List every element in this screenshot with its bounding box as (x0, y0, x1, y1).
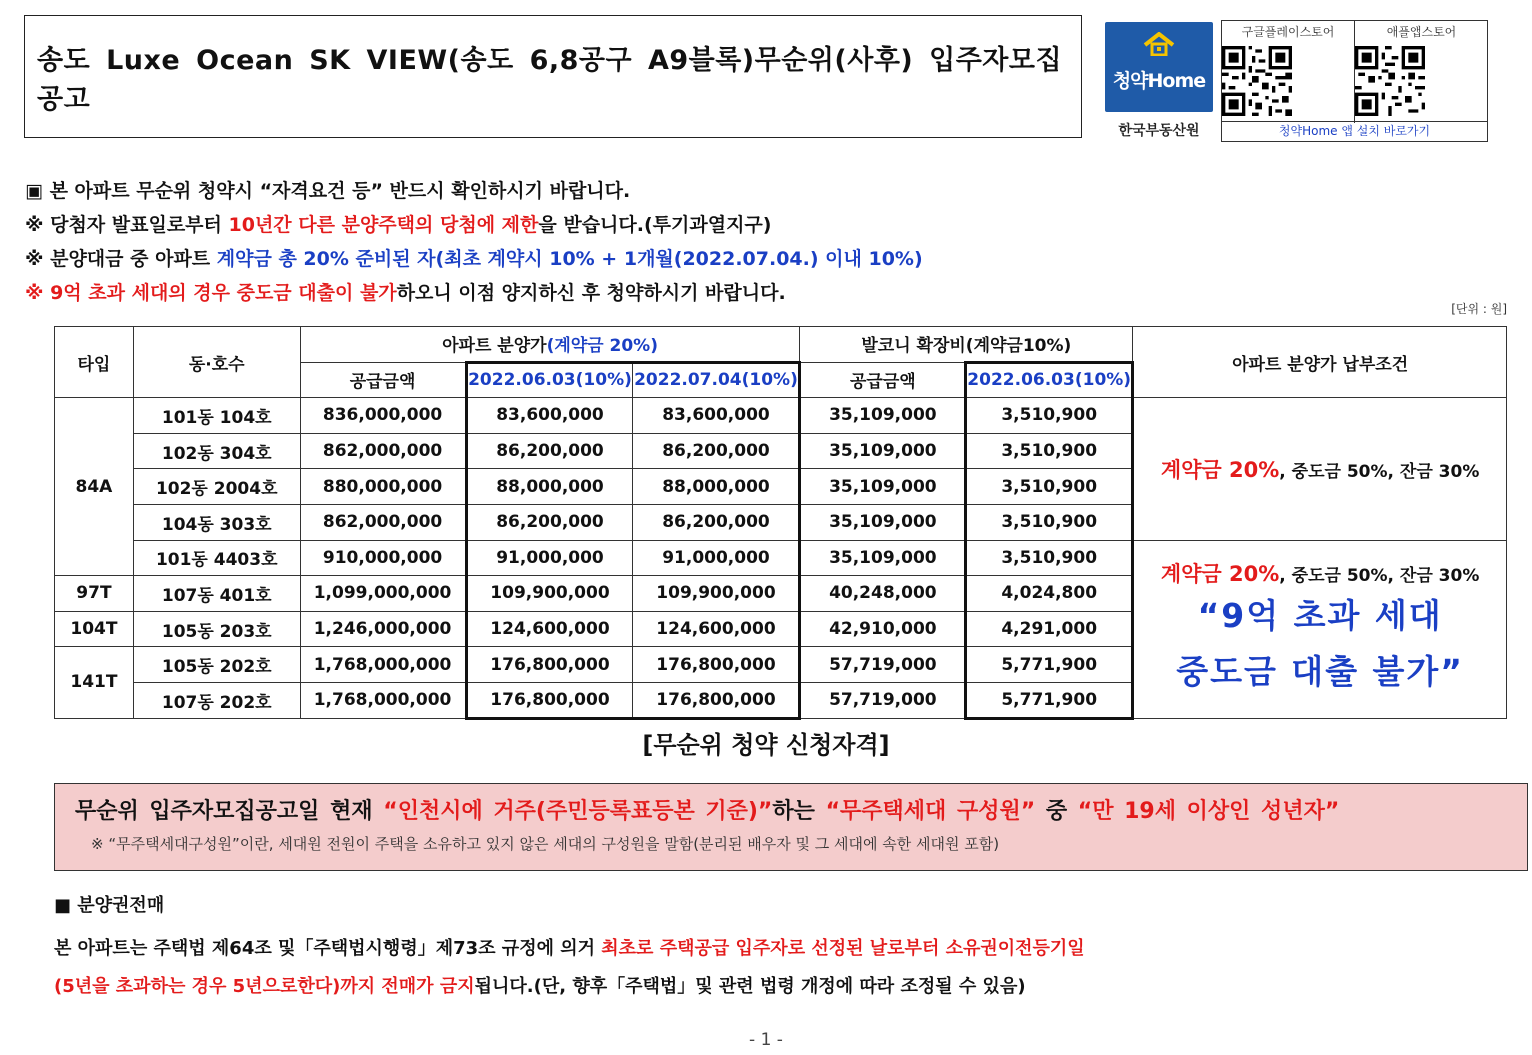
date2-cell: 83,600,000 (633, 398, 800, 434)
balcony-date-cell: 5,771,900 (966, 647, 1133, 683)
unit-cell: 107동 401호 (133, 576, 300, 612)
balcony-supply-cell: 57,719,000 (800, 682, 966, 718)
condition-text: 계약금 20%, 중도금 50%, 잔금 30% (1160, 562, 1480, 587)
resale-line1: 본 아파트는 주택법 제64조 및「주택법시행령」제73조 규정에 의거 최초로 주택공급 입주자로 선정된 날로부터 소유권이전등기일 (54, 938, 1085, 959)
date1-cell: 86,200,000 (466, 433, 633, 469)
balcony-date-cell: 3,510,900 (966, 398, 1133, 434)
balcony-supply-cell: 35,109,000 (800, 398, 966, 434)
supply-cell: 1,099,000,000 (300, 576, 466, 612)
qr-code-icon (1222, 46, 1292, 116)
resale-heading: ■ 분양권전매 (54, 895, 165, 916)
unit-cell: 101동 104호 (133, 398, 300, 434)
notice-restriction: ※ 당첨자 발표일로부터 10년간 다른 분양주택의 당첨에 제한을 받습니다.(투기과열지구) (25, 214, 772, 236)
supply-cell: 836,000,000 (300, 398, 466, 434)
date1-cell: 91,000,000 (466, 540, 633, 576)
supply-cell: 1,768,000,000 (300, 647, 466, 683)
balcony-supply-cell: 35,109,000 (800, 469, 966, 505)
date1-cell: 109,900,000 (466, 576, 633, 612)
balcony-date-cell: 4,291,000 (966, 611, 1133, 647)
title-box (24, 15, 1082, 138)
qualification-note: ※ “무주택세대구성원”이란, 세대원 전원이 주택을 소유하고 있지 않은 세대의 구성원을 말함(분리된 배우자 및 그 세대에 속한 세대원 포함) (91, 835, 1000, 853)
unit-cell: 101동 4403호 (133, 540, 300, 576)
balcony-supply-cell: 35,109,000 (800, 504, 966, 540)
qualification-box (54, 783, 1528, 871)
header-conditions: 아파트 분양가 납부조건 (1133, 327, 1507, 398)
app-install-link[interactable]: 청약Home 앱 설치 바로가기 (1222, 121, 1487, 141)
resale-line2: (5년을 초과하는 경우 5년으로한다)까지 전매가 금지됩니다.(단, 향후「주택법」및 관련 법령 개정에 따라 조정될 수 있음) (54, 976, 1026, 997)
cheongyak-home-logo[interactable] (1105, 22, 1213, 140)
header-balcony: 발코니 확장비(계약금10%) (800, 327, 1133, 363)
supply-cell: 1,246,000,000 (300, 611, 466, 647)
date1-cell: 176,800,000 (466, 682, 633, 718)
notice-deposit: ※ 분양대금 중 아파트 계약금 총 20% 준비된 자(최초 계약시 10% + 1개월(2022.07.04.) 이내 10%) (25, 248, 923, 270)
qr-box (1221, 20, 1488, 142)
balcony-supply-cell: 35,109,000 (800, 433, 966, 469)
page-title: 송도 Luxe Ocean SK VIEW(송도 6,8공구 A9블록)무순위(사후) 입주자모집공고 (37, 44, 1063, 115)
type-cell: 84A (55, 398, 134, 576)
type-cell: 104T (55, 611, 134, 647)
logo-org: 한국부동산원 (1118, 123, 1200, 139)
qr-apple[interactable] (1355, 21, 1488, 123)
date2-cell: 124,600,000 (633, 611, 800, 647)
qualification-main: 무순위 입주자모집공고일 현재 “인천시에 거주(주민등록표등본 기준)”하는 “무주택세대 구성원” 중 “만 19세 이상인 성년자” (75, 799, 1340, 824)
qr-code-icon (1355, 46, 1425, 116)
table-row (55, 540, 1507, 576)
type-cell: 141T (55, 647, 134, 718)
date2-cell: 88,000,000 (633, 469, 800, 505)
balcony-date-cell: 3,510,900 (966, 469, 1133, 505)
qr-apple-label: 애플앱스토어 (1386, 25, 1457, 39)
unit-cell: 104동 303호 (133, 504, 300, 540)
unit-cell: 105동 202호 (133, 647, 300, 683)
header-apt-price: 아파트 분양가(계약금 20%) (300, 327, 800, 363)
header-balcony-date: 2022.06.03(10%) (966, 362, 1133, 398)
notice-loan: ※ 9억 초과 세대의 경우 중도금 대출이 불가하오니 이점 양지하신 후 청약하시기 바랍니다. (25, 282, 786, 304)
condition-cell-large (1133, 540, 1507, 718)
logo-badge (1105, 22, 1213, 112)
balcony-supply-cell: 42,910,000 (800, 611, 966, 647)
balcony-date-cell: 3,510,900 (966, 540, 1133, 576)
supply-cell: 880,000,000 (300, 469, 466, 505)
balcony-date-cell: 3,510,900 (966, 504, 1133, 540)
date1-cell: 86,200,000 (466, 504, 633, 540)
header-date1: 2022.06.03(10%) (466, 362, 633, 398)
qr-google[interactable] (1222, 21, 1355, 123)
header-date2: 2022.07.04(10%) (633, 362, 800, 398)
date1-cell: 176,800,000 (466, 647, 633, 683)
date2-cell: 91,000,000 (633, 540, 800, 576)
balcony-supply-cell: 57,719,000 (800, 647, 966, 683)
type-cell: 97T (55, 576, 134, 612)
loan-warning-line2: 중도금 대출 불가” (1176, 652, 1464, 692)
notice-qualification: ▣ 본 아파트 무순위 청약시 “자격요건 등” 반드시 확인하시기 바랍니다. (25, 180, 631, 202)
date2-cell: 86,200,000 (633, 433, 800, 469)
unit-cell: 107동 202호 (133, 682, 300, 718)
house-icon (1143, 32, 1175, 56)
balcony-date-cell: 4,024,800 (966, 576, 1133, 612)
loan-warning-line1: “9억 초과 세대 (1197, 596, 1443, 636)
logo-brand: 청약Home (1112, 70, 1206, 92)
date2-cell: 109,900,000 (633, 576, 800, 612)
supply-cell: 862,000,000 (300, 433, 466, 469)
resale-body (54, 934, 1085, 1010)
unit-note: [단위 : 원] (1451, 302, 1507, 316)
supply-cell: 910,000,000 (300, 540, 466, 576)
date1-cell: 88,000,000 (466, 469, 633, 505)
header-supply: 공급금액 (300, 362, 466, 398)
date1-cell: 83,600,000 (466, 398, 633, 434)
header-balcony-supply: 공급금액 (800, 362, 966, 398)
table-row (55, 398, 1507, 434)
balcony-date-cell: 5,771,900 (966, 682, 1133, 718)
balcony-supply-cell: 35,109,000 (800, 540, 966, 576)
balcony-supply-cell: 40,248,000 (800, 576, 966, 612)
qualification-title: [무순위 청약 신청자격] (642, 731, 890, 759)
unit-cell: 105동 203호 (133, 611, 300, 647)
unit-cell: 102동 2004호 (133, 469, 300, 505)
header-type: 타입 (55, 327, 134, 398)
date2-cell: 176,800,000 (633, 647, 800, 683)
notice-list (25, 176, 923, 312)
page-number: - 1 - (749, 1030, 783, 1050)
supply-cell: 1,768,000,000 (300, 682, 466, 718)
balcony-date-cell: 3,510,900 (966, 433, 1133, 469)
qr-google-label: 구글플레이스토어 (1241, 25, 1335, 39)
unit-cell: 102동 304호 (133, 433, 300, 469)
price-table (54, 326, 1507, 720)
supply-cell: 862,000,000 (300, 504, 466, 540)
header-unit: 동·호수 (133, 327, 300, 398)
date1-cell: 124,600,000 (466, 611, 633, 647)
date2-cell: 176,800,000 (633, 682, 800, 718)
condition-cell: 계약금 20%, 중도금 50%, 잔금 30% (1133, 398, 1507, 540)
date2-cell: 86,200,000 (633, 504, 800, 540)
